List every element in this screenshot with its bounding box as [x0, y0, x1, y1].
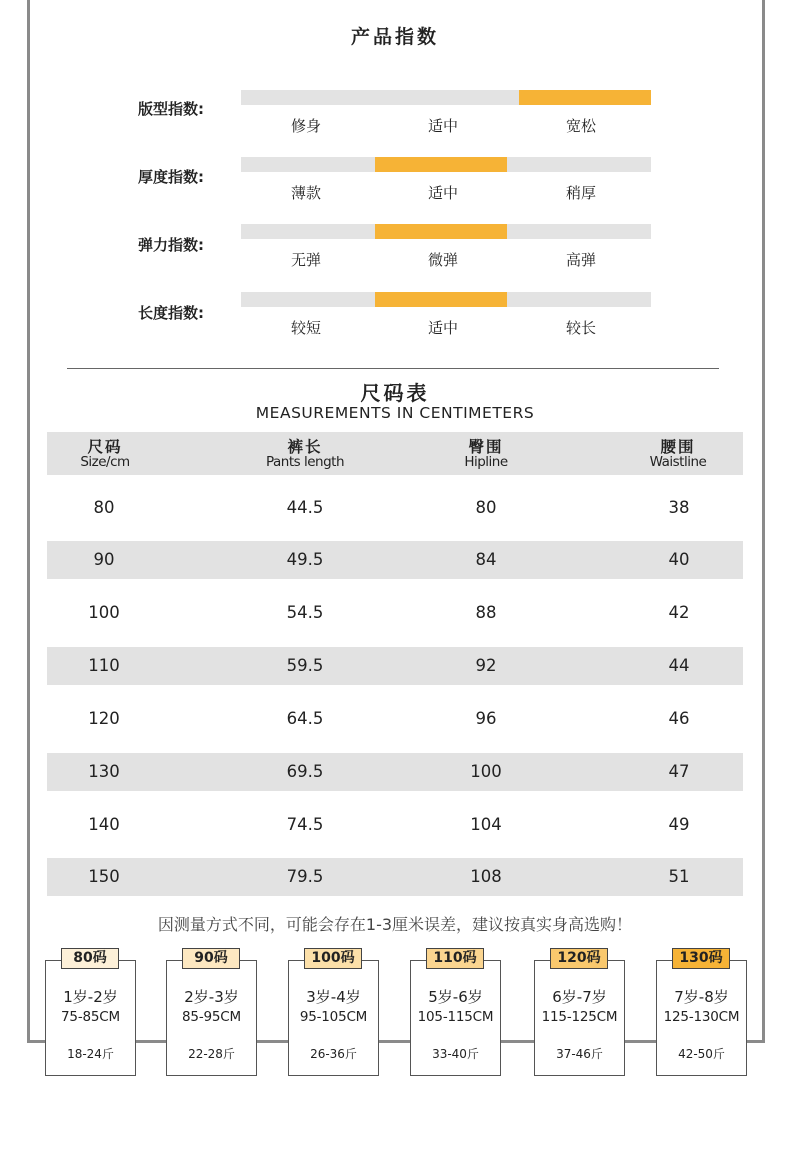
- table-cell: 49: [668, 815, 690, 834]
- table-cell: 150: [88, 867, 120, 886]
- table-cell: 40: [668, 550, 690, 569]
- index-option: 稍厚: [565, 184, 596, 202]
- table-cell: 110: [88, 656, 120, 675]
- column-header: 尺码: [87, 438, 123, 456]
- index-option: 较短: [290, 319, 321, 337]
- table-cell: 80: [93, 498, 115, 517]
- frame-bottom-border: [27, 1040, 765, 1043]
- table-cell: 64.5: [286, 709, 324, 728]
- index-option: 微弹: [427, 251, 458, 269]
- card-weight: 42-50斤: [678, 1047, 725, 1061]
- table-cell: 92: [475, 656, 497, 675]
- card-weight: 18-24斤: [67, 1047, 114, 1061]
- card-height: 75-85CM: [61, 1009, 120, 1025]
- index-option: 高弹: [565, 251, 596, 269]
- table-cell: 80: [475, 498, 497, 517]
- size-badge: 110码: [426, 948, 484, 969]
- table-cell: 96: [475, 709, 497, 728]
- card-weight: 22-28斤: [188, 1047, 235, 1061]
- table-cell: 38: [668, 498, 690, 517]
- table-row: [47, 541, 743, 579]
- card-height: 125-130CM: [663, 1009, 740, 1025]
- size-card: [534, 960, 625, 1076]
- card-age: 2岁-3岁: [184, 988, 239, 1006]
- card-age: 1岁-2岁: [63, 988, 118, 1006]
- size-badge: 130码: [672, 948, 730, 969]
- table-cell: 140: [88, 815, 120, 834]
- table-cell: 79.5: [286, 867, 324, 886]
- table-cell: 47: [668, 762, 690, 781]
- index-option: 适中: [427, 184, 458, 202]
- card-height: 95-105CM: [299, 1009, 368, 1025]
- size-chart-title: 尺码表: [360, 381, 430, 405]
- size-card: [656, 960, 747, 1076]
- table-row: [47, 700, 743, 738]
- index-label: 版型指数:: [138, 100, 204, 118]
- table-cell: 88: [475, 603, 497, 622]
- column-header-en: Waistline: [649, 454, 707, 470]
- size-badge: 80码: [61, 948, 119, 969]
- table-cell: 120: [88, 709, 120, 728]
- table-cell: 84: [475, 550, 497, 569]
- card-age: 5岁-6岁: [428, 988, 483, 1006]
- index-option: 适中: [427, 117, 458, 135]
- card-height: 115-125CM: [541, 1009, 618, 1025]
- table-cell: 44: [668, 656, 690, 675]
- index-option: 适中: [427, 319, 458, 337]
- table-cell: 100: [88, 603, 120, 622]
- card-age: 6岁-7岁: [552, 988, 607, 1006]
- index-indicator: [375, 224, 507, 239]
- index-option: 薄款: [290, 184, 321, 202]
- table-cell: 44.5: [286, 498, 324, 517]
- column-header-en: Size/cm: [80, 454, 130, 470]
- size-card: [288, 960, 379, 1076]
- size-card: [166, 960, 257, 1076]
- table-cell: 42: [668, 603, 690, 622]
- table-cell: 59.5: [286, 656, 324, 675]
- card-height: 105-115CM: [417, 1009, 494, 1025]
- index-track: [241, 157, 651, 172]
- table-cell: 90: [93, 550, 115, 569]
- index-label: 长度指数:: [138, 304, 204, 322]
- index-indicator: [375, 292, 507, 307]
- measurement-note: 因测量方式不同，可能会存在1-3厘米误差，建议按真实身高选购！: [157, 915, 633, 934]
- index-option: 修身: [290, 117, 321, 135]
- table-cell: 49.5: [286, 550, 324, 569]
- size-card: [410, 960, 501, 1076]
- column-header: 腰围: [660, 438, 696, 456]
- table-cell: 46: [668, 709, 690, 728]
- table-row: [47, 647, 743, 685]
- table-cell: 130: [88, 762, 120, 781]
- index-indicator: [375, 157, 507, 172]
- size-table-header: [47, 432, 743, 475]
- table-row: [47, 806, 743, 844]
- card-weight: 37-46斤: [556, 1047, 603, 1061]
- card-weight: 33-40斤: [432, 1047, 479, 1061]
- index-option: 无弹: [290, 251, 321, 269]
- index-indicator: [519, 90, 651, 105]
- index-track: [241, 224, 651, 239]
- frame-left-border: [27, 0, 30, 1043]
- column-header: 臀围: [468, 438, 504, 456]
- table-cell: 51: [668, 867, 690, 886]
- index-track: [241, 90, 651, 105]
- index-option: 宽松: [565, 117, 596, 135]
- column-header-en: Pants length: [265, 454, 344, 470]
- table-row: [47, 753, 743, 791]
- section-divider: [67, 368, 719, 369]
- size-chart-subtitle: MEASUREMENTS IN CENTIMETERS: [255, 404, 535, 422]
- table-cell: 108: [470, 867, 502, 886]
- table-cell: 104: [470, 815, 502, 834]
- card-weight: 26-36斤: [310, 1047, 357, 1061]
- card-height: 85-95CM: [182, 1009, 241, 1025]
- column-header: 裤长: [287, 438, 323, 456]
- table-row: [47, 594, 743, 632]
- card-age: 7岁-8岁: [674, 988, 729, 1006]
- index-option: 较长: [565, 319, 596, 337]
- index-track: [241, 292, 651, 307]
- index-label: 厚度指数:: [138, 168, 204, 186]
- table-row: [47, 858, 743, 896]
- index-label: 弹力指数:: [138, 236, 204, 254]
- product-index-title: 产品指数: [350, 26, 439, 48]
- table-row: [47, 489, 743, 527]
- size-badge: 120码: [550, 948, 608, 969]
- size-card: [45, 960, 136, 1076]
- frame-right-border: [762, 0, 765, 1043]
- column-header-en: Hipline: [464, 454, 508, 470]
- size-badge: 90码: [182, 948, 240, 969]
- table-cell: 69.5: [286, 762, 324, 781]
- table-cell: 54.5: [286, 603, 324, 622]
- table-cell: 74.5: [286, 815, 324, 834]
- card-age: 3岁-4岁: [306, 988, 361, 1006]
- size-badge: 100码: [304, 948, 362, 969]
- table-cell: 100: [470, 762, 502, 781]
